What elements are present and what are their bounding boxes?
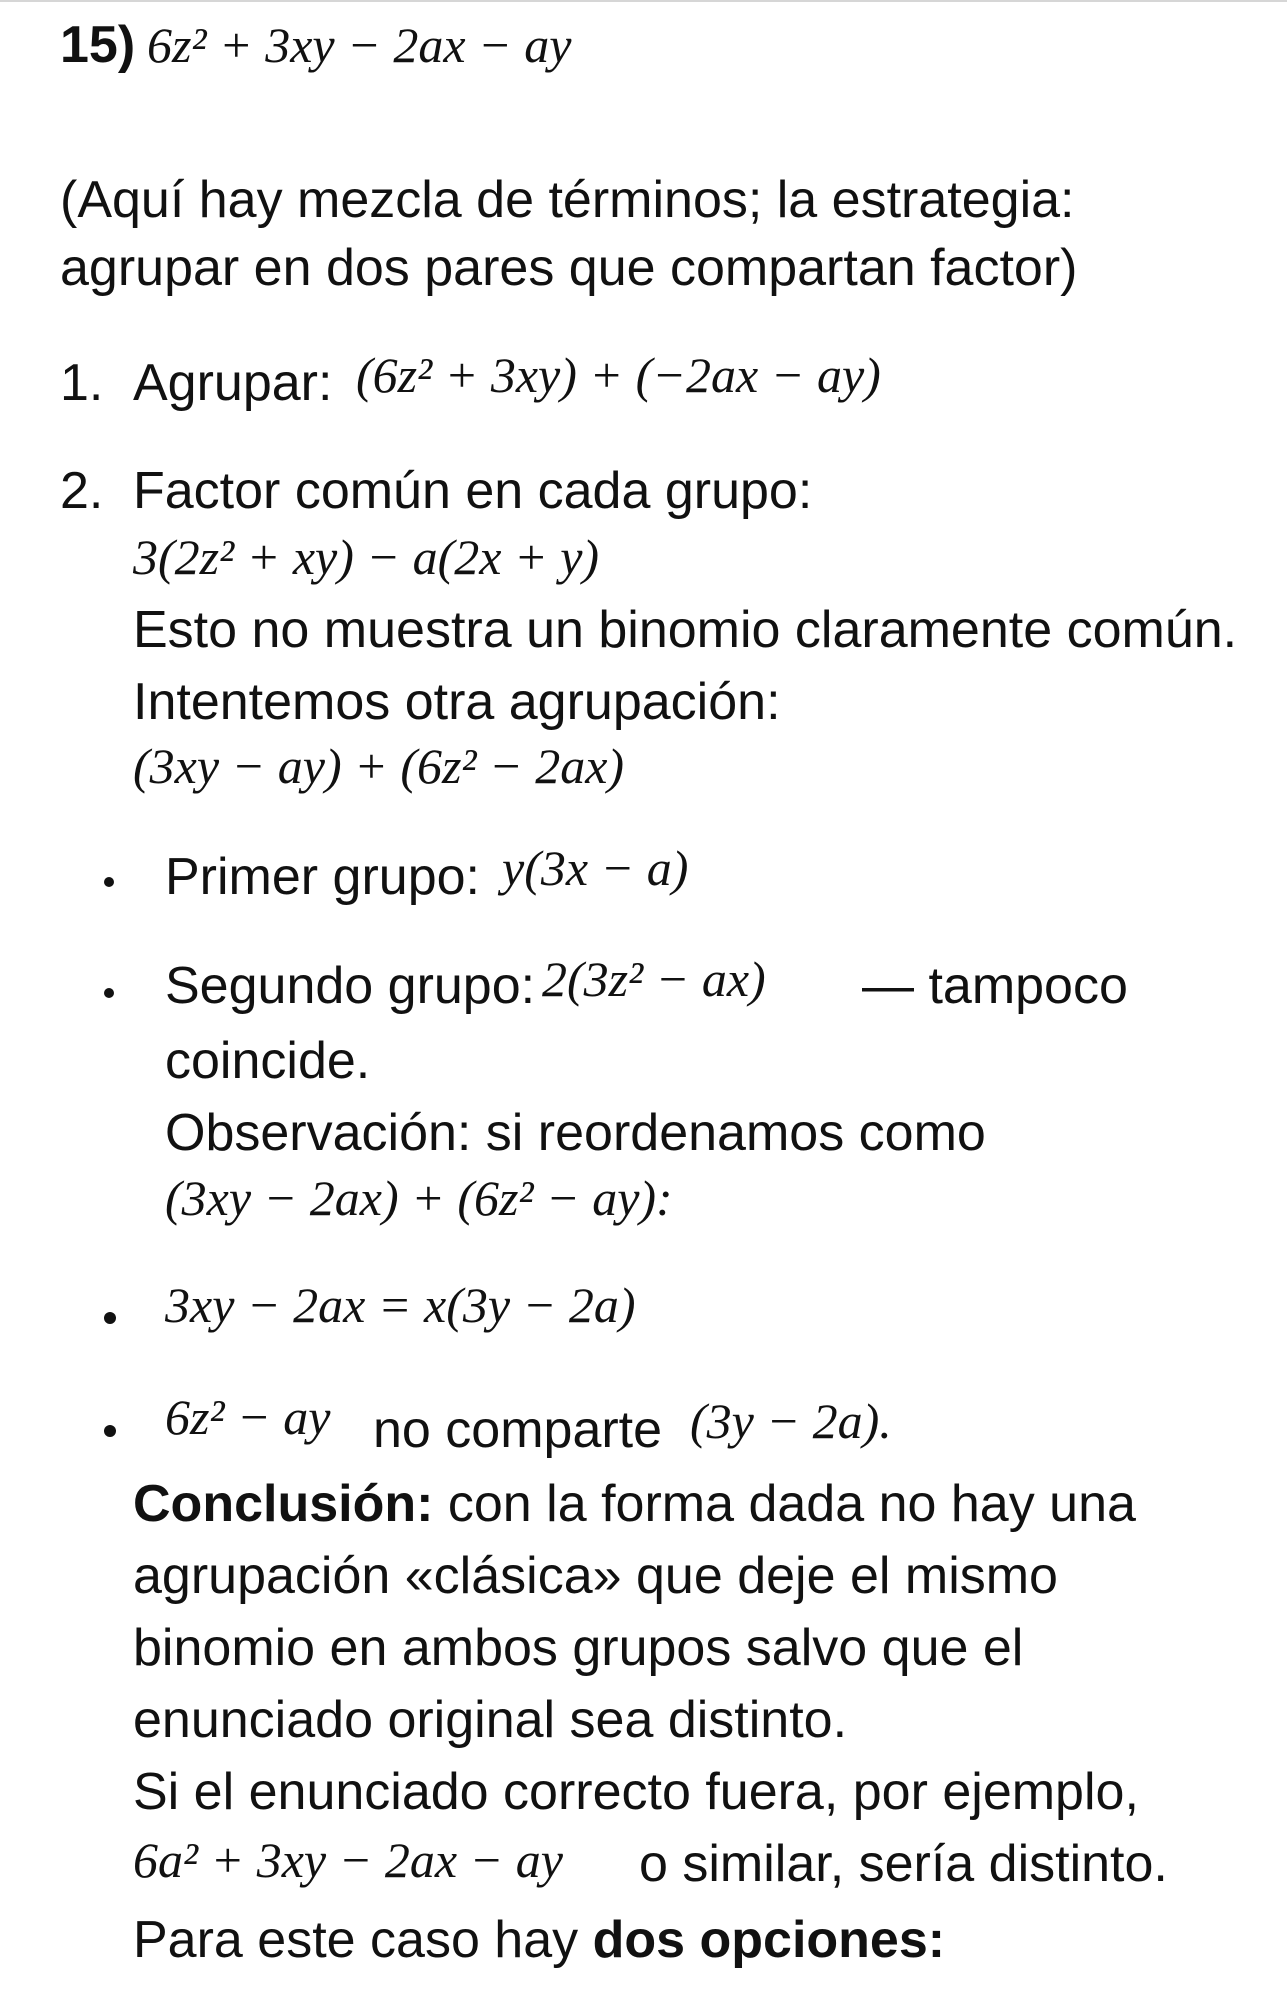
- step-1-math: (6z² + 3xy) + (−2ax − ay): [356, 347, 881, 403]
- conclusion-after: o similar, sería distinto.: [639, 1835, 1168, 1893]
- bullet-dot: [104, 877, 114, 887]
- step-2-retry: Intentemos otra agrupación:: [133, 673, 781, 731]
- bullet-dot: [104, 988, 114, 998]
- step-1-label: Agrupar:: [133, 354, 333, 412]
- step-2-label: Factor común en cada grupo:: [133, 462, 813, 520]
- bullet-2-1-math: 3xy − 2ax = x(3y − 2a): [165, 1277, 636, 1333]
- bullet-dot: [104, 1312, 116, 1324]
- bullet-2-2-math-2: (3y − 2a).: [690, 1393, 892, 1449]
- problem-number: 15): [60, 16, 136, 74]
- bullet-2-2-text: no comparte: [373, 1401, 663, 1459]
- bullet-first-group-math: y(3x − a): [502, 840, 689, 896]
- top-divider: [0, 0, 1287, 2]
- conclusion-line-2: agrupación «clásica» que deje el mismo: [133, 1547, 1058, 1605]
- conclusion-last-bold: dos opciones:: [592, 1911, 946, 1969]
- conclusion-last-line: [133, 1911, 946, 1969]
- intro-line-2: agrupar en dos pares que compartan factor): [60, 239, 1078, 297]
- observation-math: (3xy − 2ax) + (6z² − ay):: [165, 1170, 673, 1226]
- conclusion-line-3: binomio en ambos grupos salvo que el: [133, 1619, 1024, 1677]
- bullet-second-group-line2: coincide.: [165, 1032, 371, 1090]
- bullet-second-group-label: Segundo grupo:: [165, 957, 536, 1015]
- intro-line-1: (Aquí hay mezcla de términos; la estrategia:: [60, 171, 1075, 229]
- observation-text: Observación: si reordenamos como: [165, 1104, 986, 1162]
- bullet-second-group-math: 2(3z² − ax): [542, 951, 766, 1007]
- conclusion-line-1: [133, 1475, 1136, 1533]
- bullet-second-group-after: — tampoco: [862, 957, 1128, 1015]
- step-1-marker: 1.: [60, 354, 104, 412]
- conclusion-last-plain: Para este caso hay: [133, 1911, 579, 1969]
- bullet-first-group-label: Primer grupo:: [165, 848, 480, 906]
- conclusion-math: 6a² + 3xy − 2ax − ay: [133, 1832, 563, 1888]
- conclusion-label: Conclusión:: [133, 1475, 434, 1533]
- step-2-note: Esto no muestra un binomio claramente común.: [133, 601, 1238, 659]
- step-2-math-1: 3(2z² + xy) − a(2x + y): [133, 529, 600, 585]
- conclusion-line-4: enunciado original sea distinto.: [133, 1691, 848, 1749]
- bullet-2-2-math: 6z² − ay: [165, 1389, 331, 1445]
- conclusion-line-5: Si el enunciado correcto fuera, por ejemplo,: [133, 1763, 1139, 1821]
- problem-expression: 6z² + 3xy − 2ax − ay: [147, 17, 572, 73]
- step-2-marker: 2.: [60, 462, 104, 520]
- conclusion-text-1: con la forma dada no hay una: [447, 1475, 1136, 1533]
- step-2-math-2: (3xy − ay) + (6z² − 2ax): [133, 738, 625, 794]
- bullet-dot: [104, 1425, 116, 1437]
